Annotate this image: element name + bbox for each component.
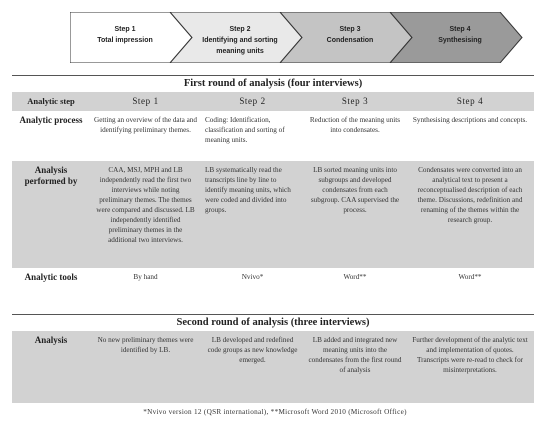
header-step-1: Step 1 [132, 96, 159, 106]
header-step-3: Step 3 [341, 96, 369, 106]
step-1-subtitle: Total impression [97, 37, 153, 44]
step-2-subtitle: Identifying and sorting meaning units [202, 37, 278, 55]
table-cell: LB systematically read the transcripts line by line to identify meaning units, which were coded and divided into groups. [205, 166, 291, 214]
second-round-table [12, 314, 534, 403]
table-cell: Word** [458, 273, 482, 281]
step-4-title: Step 4 [449, 26, 471, 33]
step-flow [70, 12, 530, 63]
step-3-title: Step 3 [339, 26, 361, 33]
first-round-table [12, 75, 534, 298]
table-row [12, 111, 534, 161]
table-cell: Coding: Identification, classification and sorting of meaning units. [205, 116, 285, 144]
table-cell: Synthesising descriptions and concepts. [412, 116, 528, 124]
table-row [12, 268, 534, 298]
table-cell: LB sorted meaning units into subgroups and developed condensates from each subgroup. CAA supervised the process. [310, 166, 400, 214]
footnote: *Nvivo version 12 (QSR international), **Microsoft Word 2010 (Microsoft Office) [143, 408, 407, 416]
table-cell: Nvivo* [241, 273, 264, 281]
table-cell: Condensates were converted into an analytical text to present a reconceptualised description of each theme. Discussions, redefinition and renaming of the themes within the research group. [417, 166, 523, 224]
table-row [12, 161, 534, 268]
table-cell: Further development of the analytic text and implementation of quotes. Transcripts were re-read to check for misinterpretations. [412, 336, 528, 374]
first-round-title: First round of analysis (four interviews) [12, 76, 534, 93]
table-cell: CAA, MSJ, MPH and LB independently read the first two interviews while noting preliminary themes. The themes were compared and discussed. LB independently identified preliminary themes in the additional two interviews. [96, 166, 195, 244]
step-4-subtitle: Synthesising [438, 37, 482, 44]
header-label: Analytic step [27, 96, 75, 106]
table-cell: By hand [133, 273, 158, 281]
step-3-text [300, 24, 400, 46]
row-label-performed-by: Analysis performed by [24, 165, 78, 186]
row-label-process: Analytic process [19, 115, 83, 125]
table-cell: Word** [343, 273, 367, 281]
header-step-2: Step 2 [239, 96, 266, 106]
step-3-subtitle: Condensation [326, 37, 374, 44]
table-cell: LB added and integrated new meaning units into the condensates from the first round of analysis [308, 336, 402, 374]
step-2-text [187, 24, 293, 57]
table-cell: LB developed and redefined code groups as new knowledge emerged. [207, 336, 298, 364]
row-label-analysis: Analysis [34, 335, 68, 345]
step-2-title: Step 2 [229, 26, 251, 33]
step-1-text [75, 24, 175, 46]
table-cell: Reduction of the meaning units into condensates. [309, 116, 401, 134]
header-row [12, 92, 534, 111]
second-round-title: Second round of analysis (three interviews) [12, 315, 534, 332]
table-cell: No new preliminary themes were identified by LB. [97, 336, 194, 354]
header-step-4: Step 4 [456, 96, 484, 106]
step-1-title: Step 1 [114, 26, 136, 33]
table-cell: Getting an overview of the data and identifying preliminary themes. [94, 116, 197, 134]
step-4-text [410, 24, 510, 46]
table-row [12, 331, 534, 403]
row-label-tools: Analytic tools [24, 272, 78, 282]
